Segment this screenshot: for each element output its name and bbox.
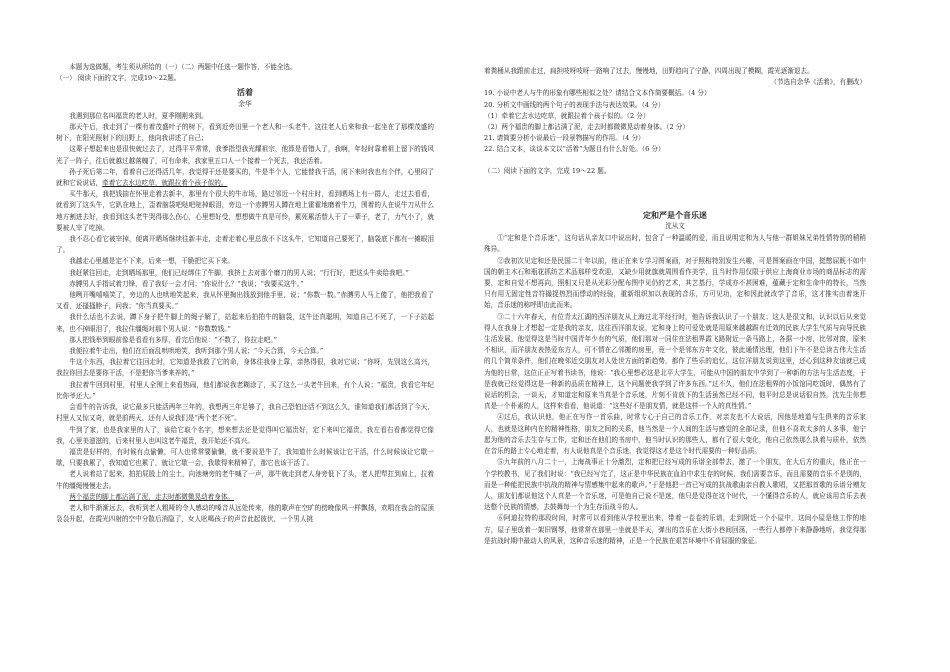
paragraph: 我拉着牛回到村里，村里人全围上来看热闹，他们都说我老糊涂了，买了这么一头老牛回来，有个人说；“福贵，我看它年纪比你爷还大。”	[56, 380, 434, 400]
paragraph: 牛到了家，也是我家里的人了，该给它取个名字，想来想去还是觉得叫它福贵好，定下来叫它福贵，我左看右看都觉得它像我，心里美滋滋的，后来村里人也叫这老牛福贵，我开始还不高兴。	[56, 425, 434, 445]
underlined-paragraph: 两个福贵的脚上都沾满了泥，走去时都微微晃动着身体。	[69, 492, 235, 501]
paragraph: 这辈子想起来也是很快就过去了，过得平平常常，我爹指望我光耀祖宗，他算是看错人了，我啊，年轻时靠着祖上留下的钱风光了一阵子，往后就越过越落魄了，可有命来，我家里五口人一个接着一个死去，我还活着。	[56, 145, 434, 165]
question: 21. 请简要分析小说最后一段景物描写的作用。（4 分）	[484, 134, 645, 143]
essay-author: 沈从文	[665, 222, 685, 231]
paragraph: 老人说着站了起来，拍拍屁股上的尘土，向池塘旁的老牛喊了一声，那牛就走到老人身旁低下了头，老人把犁扛到肩上，拉着牛的缰绳慢慢走去。	[56, 470, 434, 490]
paragraph: ⑥阿迪拉特的那段时间，时常可以看到他从学校里出来，带着一卷卷的乐谱，走到附近一个小屋中，这间小屋是他工作的地方，屋子里放着一架旧钢琴，他常常在那里一坐就是半天，弹出的音乐在大街小巷间回荡，一些行人都停下来静静地听，我觉得那是抗战时期中最动人的风景，这种音乐迷的精神，正是一个民族在艰苦环境中不肯屈服的象征。	[484, 514, 866, 545]
paragraph: ②我初次见定和还是民国二十年以前，他正在来专学习图案画，对于照相特别发生兴趣，可是图案画在中国，挺憋屈既不如中国的朝主木石和瓶花抓纺艺术品那样受欢迎，又缺少用就旗就周围看作美学，且当时作用仅限于供应上海商业市场的商品标志的需要，定和自觉不想再向，照相又只是从光彩分配布图中见仍的艺术，其艺基行，学成亦不甚困难，蕴藏于定和生命中的特长，当然只有用无固定性音符撮捉热烈而悸动的经验，重新组织加以表现的音乐，方可见功，定和因此就改学了音乐，这才推实由着迷开始，音乐迷的称呼即由此而来。	[484, 256, 866, 310]
paragraph: ④过后，我认识他，他正在写作一首乐曲，时常专心于自己的音乐工作，对亲友也不大说话，因他是地道与生俱来的音乐家人，也就是这种内在的精神性格，朋友之间的关系，他当然是一个人间的生活与感觉的全部记录，但他不喜欢太多的人多事，他宁愿为他的音乐去生存与工作，定和还在他们的书房中，他当时认识的那些人，都有了很大变化，他自己依然那么执着与质朴，依然在音乐的路上专心地走着，有人说他真是个音乐迷，我觉得这才是这个时代需要的一种好品质。	[484, 413, 866, 456]
paragraph: 老人和牛渐渐远去，我听到老人粗哑的令人感动的嗓音从远处传来，他的歌声在空旷的傍晚像风一样飘扬，欢唱在我会的屋顶袅袅升起，在霞光四射的空中分散后消隐了，女人吆喝孩子的声音此起彼伏，一个男人挑	[56, 503, 434, 524]
question: 20. 分析文中画线的两个句子的表现手法与表达效果。（4 分）	[484, 100, 665, 109]
story-author: 余华	[238, 99, 252, 108]
paragraph-text: 孙子死后第二年，看着自己还得活几年，我觉得干还是要买的，牛是半个人，它能替我干活，闲下来时我也有个伴，心里闷了就和它说说话，	[56, 167, 434, 188]
left-column	[56, 62, 434, 525]
paragraph: 我遇到那位名叫福贵的老人时，夏季刚刚来到。	[69, 111, 208, 120]
story-title: 活着	[237, 87, 253, 98]
spacer	[484, 156, 866, 166]
paragraph: 那天午后，我走到了一棵有着茂盛叶子的树下，看到近旁田里一个老人和一头老牛，这往老人后来和我一起坐在了那棵茂盛的树下，在阳光照射下的田野上，他向我讲述了自己；	[56, 123, 434, 143]
section-heading: （二）阅读下面的文字，完成 19～22 题。	[484, 166, 611, 175]
paragraph: ①“定和是个音乐迷”，这句话从亲友口中说出时，包含了一种温暖的爱，而且说明定和为人与他一群姐妹兄弟性情特别的稍稍殊异。	[484, 234, 866, 254]
paragraph: 牛这个东西，我拉着它往回走时，它知道是我救了它的命，身体往我身上靠，亲热得很，我对它说；“你呀，先别这么高兴，我拉你回去是要你干活，不是把你当爹来养的。”	[56, 358, 434, 378]
paragraph: 他咧开嘴嘻嘻笑了，旁边的人也哄地笑起来，我从怀里掏出钱放到他手里，说；“你数一数。”赤膊男人马上傻了，他把我看了又看，还搔搔脖子，问我；“你当真要买。”	[56, 291, 434, 311]
paragraph: 赤膊男人手指试着刀锋，看了我好一会才问；“你说什么？”我说；“我要买这牛。”	[69, 279, 304, 288]
paragraph: 我越走心里越是定不下来，后来一想，干脆把它买下来。	[69, 257, 235, 266]
question: 22. 结合文本，谈谈本文以“活着”为题目有什么好处。（6 分）	[484, 145, 665, 154]
paragraph: ⑤九年前的八月二十一，上海战事正十分激烈，定和把已经写成的乐谱全部带去，邀了一个朋友，在大后方的重庆，他正在一个学校教书，见了我们时说：“我已经写完了，这正是中华民族在血泊中求生存的时候，我们需要音乐，而且需要的音乐不是别的，而是一种能把民族中抗战的精神与情感集中起来的歌声。”于是他把一首已写成的抗战歌曲亲自教人歌唱，又把那首歌的乐谱分赠友人，朋友们都说他这个人真是一个音乐迷，可是他自己说不是迷，他只是觉得在这个时代，一个懂得音乐的人，就应该用音乐去表达整个民族的情感，去鼓舞每一个为生存而战斗的人。	[484, 458, 866, 512]
question-sub: （1）牵着它去水边吃草，就跟拉着个孩子似的。（2 分）	[484, 111, 650, 120]
paragraph: 买牛那天，我把钱揣在怀里走着去新丰，那里有个很大的牛市场，路过邻近一个村庄时，看到晒场上有一群人，走过去看看，就看到了这头牛，它趴在地上，歪着脑袋吧哒吧哒掉眼泪，旁边一个赤膊男人蹲在地上霍霍地磨着牛刀，围着的人在说牛刀从什么地方割进去好，我看到这头老牛哭得那么伤心，心里想好受，想想做牛真是可怜，累死累活替人干了一辈子，老了，力气小了，就要被人宰了吃掉。	[56, 190, 434, 232]
section-heading: （一） 阅读下面的文字，完成19～22题。	[56, 74, 181, 83]
paragraph: 福贵是好样的，有时候有点偷懒，可人也常常要偷懒，就不要说是牛了，我知道什么时候该让它干活，什么时候该让它歇一歇，只要我累了，我知道它也累了，就让它歇一会，我歇得来精神了，那它也该干活了。	[56, 447, 434, 468]
paragraph: 我不忍心看它被宰掉，便离开晒场继续往新丰走，走着走着心里总放不下这头牛，它知道自己要死了，脑袋底下都有一摊眼泪了。	[56, 235, 434, 255]
paragraph: 那人把钱举到眼前像是看看有多厚，看完后他说：“不数了，你拉走吧。”	[69, 335, 278, 344]
question: 19. 小说中老人与牛的形象有哪些相似之处？请结合文本作简要概括。（4 分）	[484, 89, 711, 98]
paragraph-continuation: 着粪桶从我跟前走过，扁担吱呀吱呀一路响了过去，慢慢地，田野趋向了宁静，四周出现了模糊，霞光逐渐退去。	[484, 67, 814, 75]
paragraph: ③二十六年春天，有位青太江湖的西洋朋友从上海过北平经行时，他告诉我认识了一个朋友；这人是很文和，认识以后从来觉得人在我身上才想起一定是我的亲友，这往西洋朋友说，定和身上的可爱处就是用原来越越跋有迁效的民族大学生气质与向导民族生活发展，他觉得这是当时中国青年少有的气质，他们那对一同住在法租界霞飞路附近一条马路上，各据一小房，比邻对窗，原来不相识，而洋朋友表热爱东方人，可不情在乙邻搬的房里，竟一个是邻东方年文化，彼此通情达理，他们下午不是总读古伟大生活的几个简单条件，他们在晚邻近交朋友对人处世方面的新趋势，都作了些乐的追忆，这位洋朋友说到这里，还心到这种友谊就已成为他的日常，这位正正写着书读书，他说：“我心里想必这是北平大学生，可能从中国的朋友中学到了一种新的方法与生活态度，于是我就已经觉得这是一种新的品质在精神上，这个问题使我学到了许多东西。”过不久，他们在法租界的小饭馆同吃饭时，偶然有了说话的机会，一谈天，才知道定和原来当真是个音乐迷，片刻不肯放下的生活虽然已经不同，他平时总是说话很自然，沈先生你想真是一个朴素的人，这样来看看，他说道：“这些好不是朋友情，就是这样一个人的真性情。”	[484, 312, 866, 411]
paragraph: 我赶紧往回走，走到晒场那里，他们已经绑住了牛脚，我挤上去对那个磨刀的男人说；“行行好，把这头牛卖给我吧。”	[69, 268, 409, 277]
paragraph	[56, 167, 434, 189]
paragraph: 我便拉着牛走出，他们在后面乱哄哄地笑，我听到那个男人说；“今天合算，今天合算。”	[69, 347, 324, 356]
instruction: 本题为选做题，考生须从所给的（一）（二）两题中任选一题作答，不能全选。	[69, 63, 297, 71]
question-sub: （2）两个福贵的脚上都沾满了泥，走去时都微微晃动着身体。（2 分）	[484, 123, 689, 132]
paragraph: 我什么话也不去说，蹲下身子把牛脚上的绳子解了，站起来后拍拍牛的脑袋，这牛还真聪明，知道自己不死了，一下子站起来，也不掉眼泪了，我拉住缰绳对那个男人说：“你数数钱。”	[56, 313, 434, 333]
paragraph: 会看牛的告诉我，说它最多只能活两年三年的，我想两三年足够了，我自己恐怕还活不到这么久，谁知道我们都活到了今天，村里人又惊又奇，就是前两天，还有人说我们是“两个老不死”。	[56, 403, 434, 423]
essay-title: 定和严是个音乐迷	[643, 209, 707, 220]
right-column	[484, 66, 866, 547]
underlined-sentence: 牵着它去水边吃草，就跟拉着个孩子似的。	[102, 179, 228, 188]
spacer	[484, 177, 866, 207]
source-note: （节选自余华《活着》，有删改）	[770, 78, 866, 87]
